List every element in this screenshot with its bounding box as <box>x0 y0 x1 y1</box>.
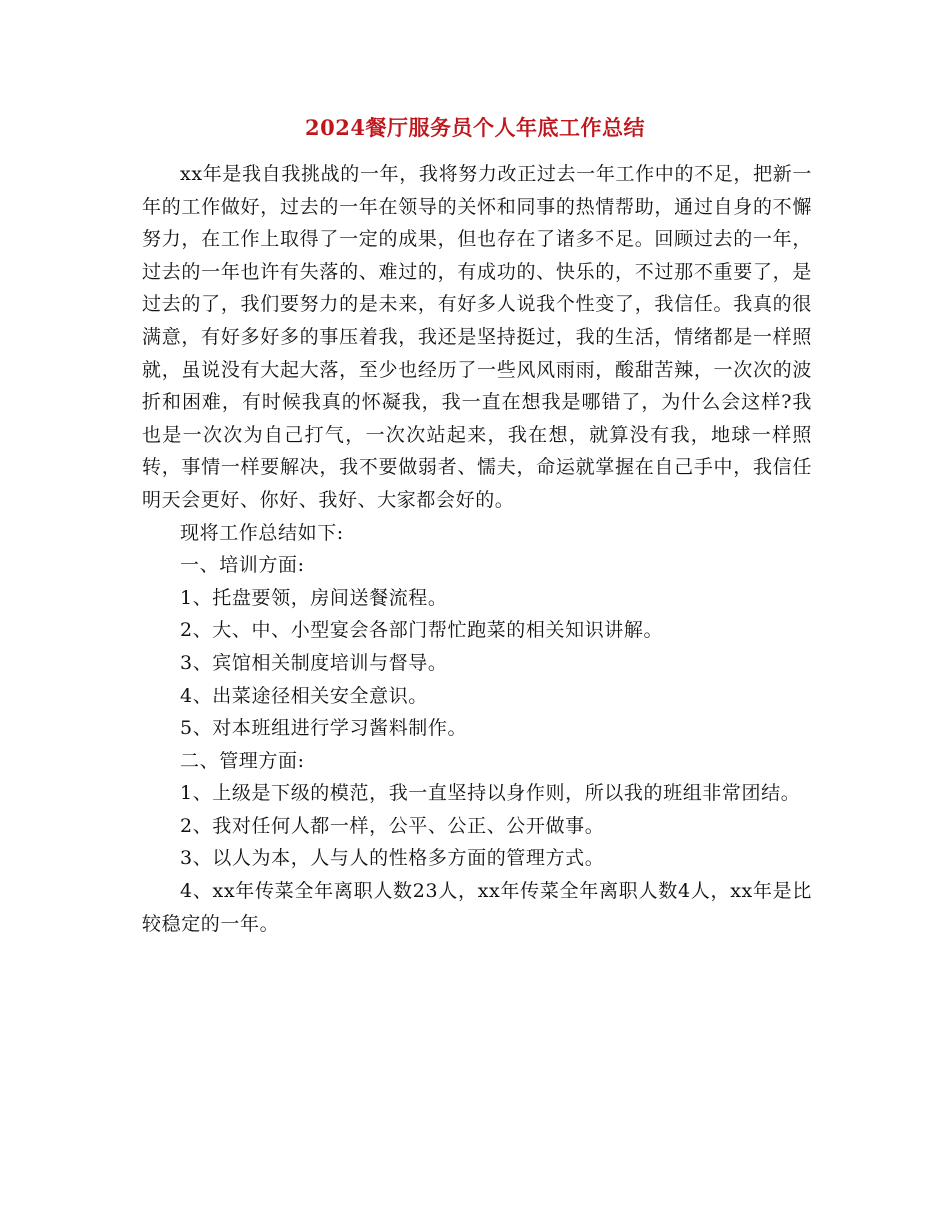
paragraph-summary-lead: 现将工作总结如下: <box>180 521 344 544</box>
section-heading-training: 一、培训方面: <box>180 554 305 577</box>
management-item-3: 3、以人为本，人与人的性格多方面的管理方式。 <box>180 847 605 870</box>
management-item-2: 2、我对任何人都一样，公平、公正、公开做事。 <box>180 814 605 837</box>
training-item-5: 5、对本班组进行学习酱料制作。 <box>180 717 468 740</box>
section-heading-management: 二、管理方面: <box>180 749 305 772</box>
document-body <box>142 158 812 940</box>
training-item-3: 3、宾馆相关制度培训与督导。 <box>180 651 448 674</box>
training-item-4: 4、出菜途径相关安全意识。 <box>180 684 428 707</box>
management-item-1: 1、上级是下级的模范，我一直坚持以身作则，所以我的班组非常团结。 <box>180 782 801 805</box>
paragraph-intro: xx年是我自我挑战的一年，我将努力改正过去一年工作中的不足，把新一年的工作做好，过去的一年在领导的关怀和同事的热情帮助，通过自身的不懈努力，在工作上取得了一定的成果，但也存在了诸多不足。回顾过去的一年，过去的一年也许有失落的、难过的，有成功的、快乐的，不过那不重要了，是过去的了，我们要努力的是未来，有好多人说我个性变了，我信任。我真的很满意，有好多好多的事压着我，我还是坚持挺过，我的生活，情绪都是一样照就，虽说没有大起大落，至少也经历了一些风风雨雨，酸甜苦辣，一次次的波折和困难，有时候我真的怀凝我，我一直在想我是哪错了，为什么会这样?我也是一次次为自己打气，一次次站起来，我在想，就算没有我，地球一样照转，事情一样要解决，我不要做弱者、懦夫，命运就掌握在自己手中，我信任明天会更好、你好、我好、大家都会好的。 <box>142 163 812 511</box>
training-item-2: 2、大、中、小型宴会各部门帮忙跑菜的相关知识讲解。 <box>180 619 664 642</box>
management-item-4: 4、xx年传菜全年离职人数23人，xx年传菜全年离职人数4人，xx年是比较稳定的一年。 <box>142 880 812 935</box>
training-item-1: 1、托盘要领，房间送餐流程。 <box>180 586 448 609</box>
document-title: 2024餐厅服务员个人年底工作总结 <box>305 115 645 140</box>
